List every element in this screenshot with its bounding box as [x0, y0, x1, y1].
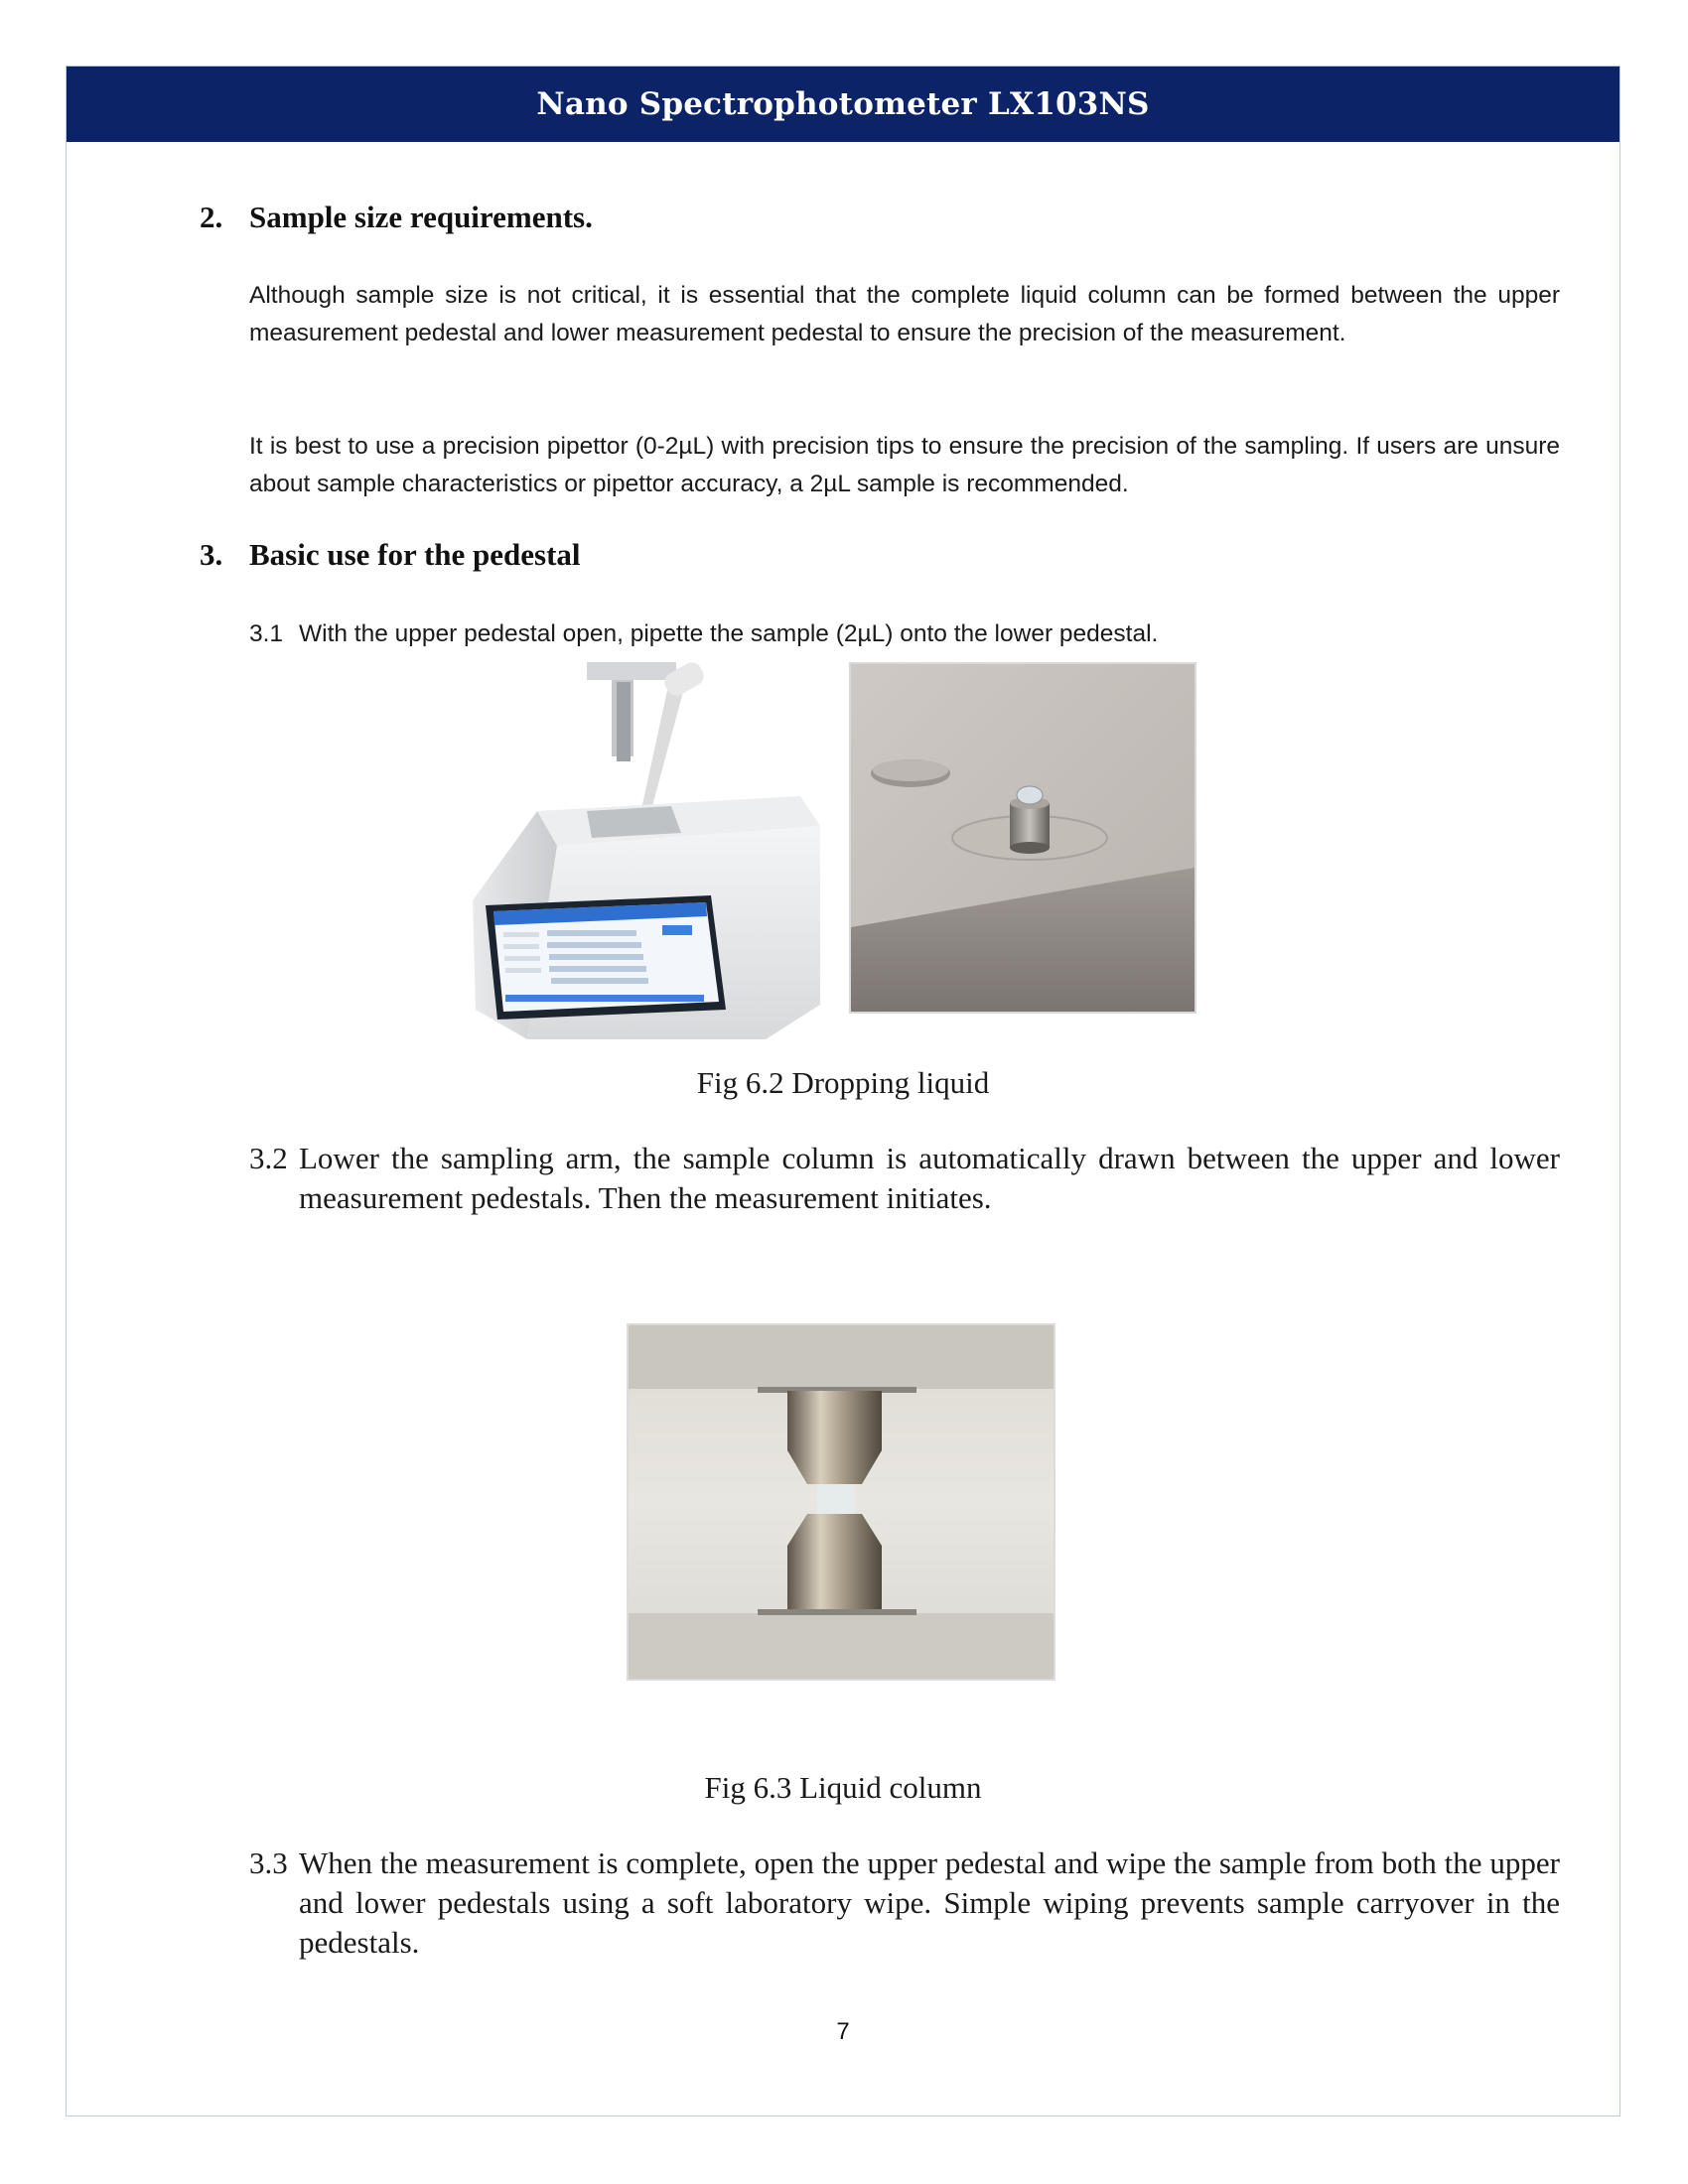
- section-title: Sample size requirements.: [249, 200, 593, 234]
- section-title: Basic use for the pedestal: [249, 537, 581, 572]
- section-number: 3.: [200, 537, 223, 572]
- step-text: Lower the sampling arm, the sample column is automatically drawn between the upper and lower measurement pedestals. Then the measurement initiates.: [299, 1141, 1560, 1215]
- section-heading-2: [200, 200, 593, 235]
- paragraph: Although sample size is not critical, it is essential that the complete liquid column can be formed between the upper measurement pedestal and lower measurement pedestal to ensure the precision of the measurement.: [249, 282, 1560, 346]
- page-title: Nano Spectrophotometer LX103NS: [536, 86, 1150, 122]
- section-number: 2.: [200, 200, 223, 234]
- step-number: 3.2: [249, 1141, 288, 1175]
- step-text: When the measurement is complete, open the upper pedestal and wipe the sample from both the upper and lower pedestals using a soft laboratory wipe. Simple wiping prevents sample carryover in the pedestals.: [299, 1845, 1560, 1960]
- figure-caption-6-3: Fig 6.3 Liquid column: [704, 1770, 982, 1805]
- liquid-column-image: [627, 1323, 1055, 1681]
- page-number: 7: [836, 2018, 850, 2045]
- step-3-3: [249, 1843, 1560, 1963]
- step-text: With the upper pedestal open, pipette the sample (2µL) onto the lower pedestal.: [299, 620, 1159, 647]
- paragraph: It is best to use a precision pipettor (0-2µL) with precision tips to ensure the precision of the sampling. If users are unsure about sample characteristics or pipettor accuracy, a 2µL sample is recommended.: [249, 433, 1560, 497]
- header-bar: [67, 67, 1619, 142]
- figure-caption-6-2: Fig 6.2 Dropping liquid: [696, 1065, 990, 1100]
- device-with-pipette-image: [468, 662, 825, 1044]
- step-number: 3.3: [249, 1845, 288, 1880]
- section-heading-3: [200, 537, 581, 573]
- step-3-1: [249, 615, 1560, 653]
- step-number: 3.1: [249, 620, 284, 647]
- step-3-2: [249, 1139, 1560, 1218]
- document-page: [66, 66, 1620, 2116]
- pedestal-droplet-image: [849, 662, 1196, 1014]
